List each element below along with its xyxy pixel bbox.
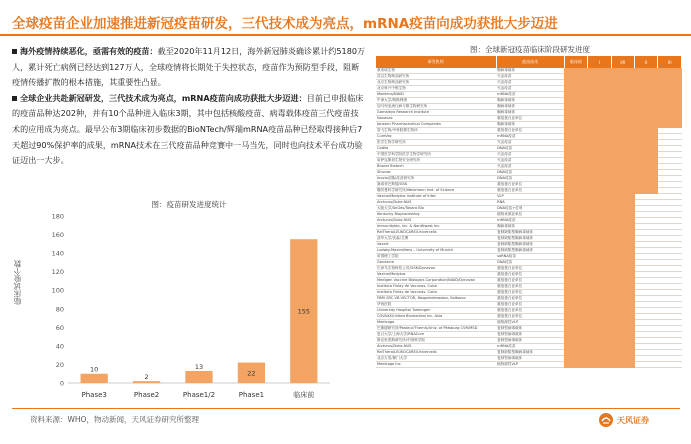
tech-cell: 灭活疫苗 — [496, 152, 564, 158]
vaccine-progress-chart — [40, 210, 340, 405]
bullet-icon — [12, 49, 17, 54]
tech-cell: 重组蛋白亚单位 — [496, 188, 564, 194]
org-cell: Novavax — [376, 116, 496, 122]
stage-cell — [635, 362, 658, 368]
y-tick-label: 160 — [51, 231, 64, 240]
tech-cell: 灭活疫苗 — [496, 74, 564, 80]
tech-cell: 复制缺陷型腺病毒载体 — [496, 242, 564, 248]
y-tick-label: 140 — [51, 249, 64, 258]
org-cell: Instituto Finlay de Vacunas, Cuba — [376, 290, 496, 296]
tech-cell: 重组蛋白亚单位 — [496, 266, 564, 272]
org-cell: Medicago — [376, 320, 496, 326]
tech-cell: mRNA疫苗 — [496, 134, 564, 140]
org-cell: Bharat Biotech — [376, 164, 496, 170]
tech-cell: 重组蛋白亚单位 — [496, 116, 564, 122]
tech-cell: 灭活疫苗 — [496, 80, 564, 86]
tech-cell: 复制缺陷型腺病毒载体 — [496, 236, 564, 242]
y-tick-label: 100 — [51, 286, 64, 295]
org-cell: Immunitybio, Inc. & NantKwest Inc. — [376, 224, 496, 230]
x-tick-label: 临床前 — [293, 391, 315, 399]
org-cell: 华西医院 — [376, 302, 496, 308]
company-logo — [598, 412, 649, 428]
tech-cell: 复制型病毒载体 — [496, 332, 564, 338]
y-tick-label: 40 — [55, 342, 64, 351]
org-cell: Instituto Finlay de Vacunas, Cuba — [376, 284, 496, 290]
tech-cell: 复制型病毒载体 — [496, 356, 564, 362]
x-tick-label: Phase1/2 — [182, 391, 216, 399]
org-cell: Arcturus/Duke-NUS — [376, 344, 496, 350]
tech-cell: DNA疫苗+佐剂 — [496, 206, 564, 212]
tech-cell: RNA — [496, 200, 564, 206]
table-header-cell: I/II — [611, 56, 634, 68]
header-divider — [0, 34, 691, 36]
bar-value-label: 10 — [90, 365, 99, 374]
org-cell: Medigen Vaccine Biologics Corporation/NIAID/Dynavax — [376, 278, 496, 284]
tech-cell: 腺病毒载体 — [496, 110, 564, 116]
org-cell: 中国医学科学院医学生物学研究所 — [376, 152, 496, 158]
x-tick-label: Phase2 — [133, 391, 160, 399]
tech-cell: mRNA疫苗 — [496, 92, 564, 98]
tech-cell: 腺病毒载体 — [496, 68, 564, 74]
bar-value-label: 155 — [297, 307, 311, 316]
bar-value-label: 2 — [144, 373, 149, 382]
y-tick-label: 0 — [59, 379, 64, 388]
table-caption: 图：全球新冠疫苗临床阶段研发进度 — [470, 45, 590, 54]
paragraph-2-lead: 全球企业共赴新冠研发，三代技术成为亮点，mRNA疫苗向成功获批大步迈进： — [20, 92, 307, 103]
y-tick-label: 20 — [55, 360, 64, 369]
bar-Phase1/2 — [185, 371, 212, 383]
org-cell: COVAXX/United Biomedical Inc. Asia — [376, 314, 496, 320]
tech-cell: 重组蛋白亚单位 — [496, 296, 564, 302]
tech-cell: 灭活疫苗 — [496, 140, 564, 146]
source-note: 资料来源：WHO，物动新闻，天风证券研究所整理 — [30, 415, 199, 424]
x-tick-label: Phase1 — [238, 391, 265, 399]
bar-Phase2 — [133, 381, 160, 383]
tech-cell: 重组蛋白亚单位 — [496, 314, 564, 320]
logo-icon — [598, 412, 614, 428]
tech-cell: 腺病毒载体 — [496, 122, 564, 128]
body-text — [12, 44, 366, 169]
stage-cell — [611, 362, 634, 368]
org-cell: 北京科兴中维生物 — [376, 86, 496, 92]
chart-caption: 图：疫苗研发进度统计 — [151, 200, 227, 209]
tech-cell: 重组蛋白亚单位 — [496, 284, 564, 290]
org-cell: 魏茨曼科学研究所/Weizmann Inst. of Science — [376, 188, 496, 194]
x-tick-label: Phase3 — [81, 391, 107, 399]
org-cell: 赛诺菲巴斯德/GSK — [376, 182, 496, 188]
tech-cell: 重组蛋白亚单位 — [496, 272, 564, 278]
org-cell: 帝国理工学院 — [376, 254, 496, 260]
stage-cell — [588, 362, 611, 368]
tech-cell: DNA疫苗 — [496, 146, 564, 152]
page-title: 全球疫苗企业加速推进新冠疫苗研发，三代技术成为亮点，mRNA疫苗向成功获批大步迈进 — [12, 16, 558, 32]
org-cell: ReiThera/LEUKOCARE/Univercells — [376, 350, 496, 356]
org-cell: 复旦大学/上海大学/RNACure — [376, 332, 496, 338]
tech-cell: 灭活疫苗 — [496, 158, 564, 164]
org-cell: Vaxart — [376, 242, 496, 248]
tech-cell: saRNA疫苗 — [496, 254, 564, 260]
tech-cell: DNA疫苗 — [496, 260, 564, 266]
org-cell: 北京生物制品研究所 — [376, 80, 496, 86]
paragraph-1 — [12, 44, 366, 91]
tech-cell: 重组蛋白亚单位 — [496, 128, 564, 134]
org-cell: Inovio/国际疫苗研究所 — [376, 176, 496, 182]
tech-cell: 重组蛋白亚单位 — [496, 302, 564, 308]
org-cell: 巴斯德研究所/Pasteur/Themis/Univ. of Pittsburg CVR/MSD — [376, 326, 496, 332]
tech-cell: 植物源性VLP — [496, 320, 564, 326]
tech-cell: 灭活疫苗 — [496, 164, 564, 170]
tech-cell: 复制缺陷型腺病毒载体 — [496, 248, 564, 254]
logo-text: 天风证券 — [617, 415, 649, 425]
org-cell: Moderna/NIAID — [376, 92, 496, 98]
bar-value-label: 13 — [194, 362, 204, 371]
tech-cell: 植物源性VLP — [496, 362, 564, 368]
table-header-cell: 临床前 — [564, 56, 587, 68]
tech-cell: 腺病毒载体 — [496, 224, 564, 230]
chart-y-axis-label: 临床试验个数 — [13, 260, 22, 305]
header-bar — [0, 0, 691, 38]
org-cell: 武汉生物制品研究所 — [376, 74, 496, 80]
paragraph-2-text: 目前已申报临床的疫苗品种达202种，并有10个品种进入临床3期，其中包括核酸疫苗、病毒载体疫苗三代疫苗技术的应用成为亮点。最早公布3期临床初步数据的BioNTech/辉瑞mRNA疫苗品种已经取得接种后7天超过90%保护率的成果，mRNA技术在三代疫苗品种竞赛中一马当先，同时也向技术平台成功验证迈出一大步。 — [12, 92, 364, 166]
org-cell: Cadila — [376, 146, 496, 152]
tech-cell: 复制型病毒载体 — [496, 338, 564, 344]
tech-cell: DNA疫苗 — [496, 170, 564, 176]
tech-cell: DNA疫苗 — [496, 176, 564, 182]
bar-chart-svg — [40, 210, 340, 405]
table-header-row — [376, 56, 682, 68]
bar-Phase3 — [81, 374, 108, 383]
table-header-cell: 研发机构 — [376, 56, 496, 68]
org-cell: 斯克里普斯研究所/中国科学院 — [376, 338, 496, 344]
org-cell: Kentucky Bioprocessing — [376, 212, 496, 218]
table-header-cell: I — [588, 56, 611, 68]
org-cell: Janssen Pharmaceutical Companies — [376, 122, 496, 128]
org-cell: 哈萨克斯坦生物安全研究所 — [376, 158, 496, 164]
org-cell: Arcturus/Duke-NUS — [376, 218, 496, 224]
org-cell: University Hospital Tuebingen — [376, 308, 496, 314]
org-cell: 北京万泰/厦门大学 — [376, 356, 496, 362]
org-cell: 加马列亚流行病与微生物研究所 — [376, 104, 496, 110]
org-cell: 医学生物学研究所 — [376, 140, 496, 146]
stage-cell — [564, 362, 587, 368]
org-cell: Arcturus/Duke-NUS — [376, 200, 496, 206]
org-cell: Vaxine/Medytox — [376, 272, 496, 278]
org-cell: Vaxine/Medytox Institute of Infec — [376, 194, 496, 200]
org-cell: 智飞生物/中科院微生物所 — [376, 128, 496, 134]
y-tick-label: 80 — [55, 305, 64, 314]
tech-cell: 复制缺陷型腺病毒载体 — [496, 350, 564, 356]
bullet-icon — [12, 96, 17, 101]
y-tick-label: 120 — [51, 268, 64, 277]
org-cell: 大阪大学/AnGes/Takara Bio — [376, 206, 496, 212]
tech-cell: 重组蛋白亚单位 — [496, 308, 564, 314]
tech-cell: mRNA疫苗 — [496, 344, 564, 350]
tech-cell: 重组蛋白亚单位 — [496, 182, 564, 188]
tech-cell: 重组蛋白亚单位 — [496, 290, 564, 296]
tech-cell: 复制型病毒载体 — [496, 326, 564, 332]
org-cell: 清华大学/沃森/艾博 — [376, 236, 496, 242]
org-cell: ReiThera/LEUKOCARE/Univercells — [376, 230, 496, 236]
org-cell: FBRI SRC VB VECTOR, Rospotrebnadzor, Koltsovo — [376, 296, 496, 302]
tech-cell: 复制缺陷型腺病毒载体 — [496, 230, 564, 236]
org-cell: Gamaleya Research Institute — [376, 110, 496, 116]
org-cell: Genexine — [376, 260, 496, 266]
table-header-cell: II — [635, 56, 658, 68]
org-cell: Medicago Inc. — [376, 362, 496, 368]
tech-cell: 腺病毒载体 — [496, 104, 564, 110]
tech-cell: mRNA疫苗 — [496, 218, 564, 224]
stage-cell — [658, 362, 682, 368]
y-tick-label: 180 — [51, 212, 64, 221]
org-cell: Ludwig-Maximilians – University of Munich — [376, 248, 496, 254]
tech-cell: 重组蛋白亚单位 — [496, 278, 564, 284]
paragraph-1-lead: 海外疫情持续恶化，亟需有效的疫苗： — [20, 46, 158, 56]
org-cell: 牛津大学/阿斯利康 — [376, 98, 496, 104]
org-cell: 康希诺生物 — [376, 68, 496, 74]
org-cell: 巴拿马生物科技公司/GSK/Dynavax — [376, 266, 496, 272]
footer-divider — [12, 408, 680, 409]
tech-cell: 植物来源亚单位 — [496, 212, 564, 218]
tech-cell: 灭活疫苗 — [496, 86, 564, 92]
org-cell: Sinovac — [376, 170, 496, 176]
tech-cell: VLP — [496, 194, 564, 200]
tech-cell: 腺病毒载体 — [496, 98, 564, 104]
paragraph-1-text: 截至2020年11月12日，海外新冠肺炎确诊累计约5180万人，累计死亡病例已经达到127万人，全球疫情将长期处于失控状态，疫苗作为预防型手段，阻断疫情传播扩散的根本措施，其重要性凸显。 — [12, 46, 366, 88]
org-cell: CureVac — [376, 134, 496, 140]
y-tick-label: 60 — [55, 323, 64, 332]
table-row — [376, 362, 682, 368]
table-header-cell: 疫苗技术 — [496, 56, 564, 68]
table-header-cell: III — [658, 56, 682, 68]
vaccine-pipeline-table — [376, 56, 682, 368]
paragraph-2 — [12, 91, 366, 169]
bar-value-label: 22 — [247, 369, 256, 378]
